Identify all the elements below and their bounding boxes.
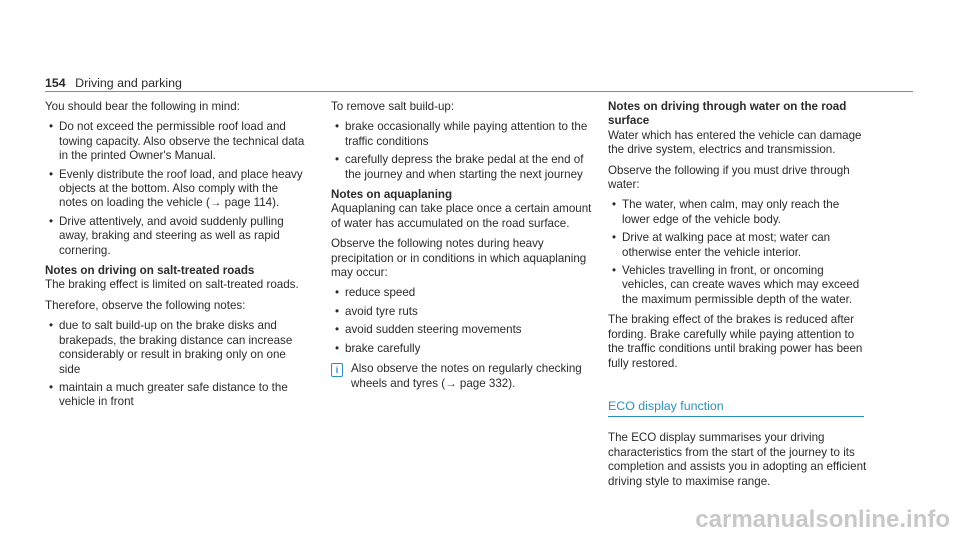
list-item: • reduce speed <box>331 286 593 300</box>
note-text: Also observe the notes on regularly checking wheels and tyres (→ page 332). <box>351 362 582 390</box>
heading-salt-roads: Notes on driving on salt-treated roads <box>45 264 255 278</box>
list-item: • brake carefully <box>331 342 593 356</box>
section-title: Driving and parking <box>75 76 182 90</box>
paragraph: The braking effect of the brakes is reduced after fording. Brake carefully while paying attention to the traffic conditions until braking power has been fully restored. <box>608 313 863 370</box>
list-item: • brake occasionally while paying attention to the traffic conditions <box>331 120 593 149</box>
paragraph: Observe the following notes during heavy precipitation or in conditions in which aquaplaning may occur: <box>331 237 587 280</box>
watermark: carmanualsonline.info <box>695 505 950 533</box>
bullet-list <box>45 120 307 258</box>
list-item: • Vehicles travelling in front, or oncoming vehicles, can create waves which may exceed the maximum permissible depth of the water. <box>608 264 870 307</box>
paragraph: Aquaplaning can take place once a certain amount of water has accumulated on the road surface. <box>331 202 592 230</box>
list-item: • avoid sudden steering movements <box>331 323 593 337</box>
list-item: • maintain a much greater safe distance to the vehicle in front <box>45 381 307 410</box>
intro-text: You should bear the following in mind: <box>45 100 240 113</box>
column-3 <box>608 100 870 495</box>
list-item: • avoid tyre ruts <box>331 305 593 319</box>
intro-text: To remove salt build-up: <box>331 100 455 113</box>
paragraph: Observe the following if you must drive through water: <box>608 163 850 192</box>
paragraph: The braking effect is limited on salt-treated roads. <box>45 278 299 292</box>
column-2 <box>331 100 593 391</box>
list-item: • Drive attentively, and avoid suddenly pulling away, braking and steering as well as rapid cornering. <box>45 215 307 258</box>
page-header <box>45 76 182 90</box>
list-item: • Drive at walking pace at most; water can otherwise enter the vehicle interior. <box>608 231 870 260</box>
list-item: • Do not exceed the permissible roof load and towing capacity. Also observe the technical data in the printed Owner's Manual. <box>45 120 307 163</box>
bullet-list <box>331 120 593 182</box>
paragraph: Water which has entered the vehicle can damage the drive system, electrics and transmission. <box>608 128 862 157</box>
info-note <box>331 362 593 391</box>
list-item: • Evenly distribute the roof load, and place heavy objects at the bottom. Also comply with the notes on loading the vehicle (→ page 114). <box>45 168 307 211</box>
info-note-icon: i <box>331 363 343 377</box>
bullet-list <box>608 198 870 307</box>
paragraph: Therefore, observe the following notes: <box>45 298 246 312</box>
bullet-list <box>45 319 307 409</box>
page-number: 154 <box>45 76 66 90</box>
list-item: • due to salt build-up on the brake disks and brakepads, the braking distance can increase considerably or result in braking only on one side <box>45 319 307 377</box>
paragraph: The ECO display summarises your driving characteristics from the start of the journey to its completion and assists you in adopting an efficient driving style to maximise range. <box>608 431 867 488</box>
heading-driving-through-water: Notes on driving through water on the road surface <box>608 100 847 128</box>
header-rule <box>45 91 913 92</box>
list-item: • The water, when calm, may only reach the lower edge of the vehicle body. <box>608 198 870 227</box>
list-item: • carefully depress the brake pedal at the end of the journey and when starting the next journey <box>331 153 593 182</box>
bullet-list <box>331 286 593 356</box>
heading-aquaplaning: Notes on aquaplaning <box>331 188 453 202</box>
column-1 <box>45 100 307 416</box>
eco-display-heading: ECO display function <box>608 399 864 417</box>
